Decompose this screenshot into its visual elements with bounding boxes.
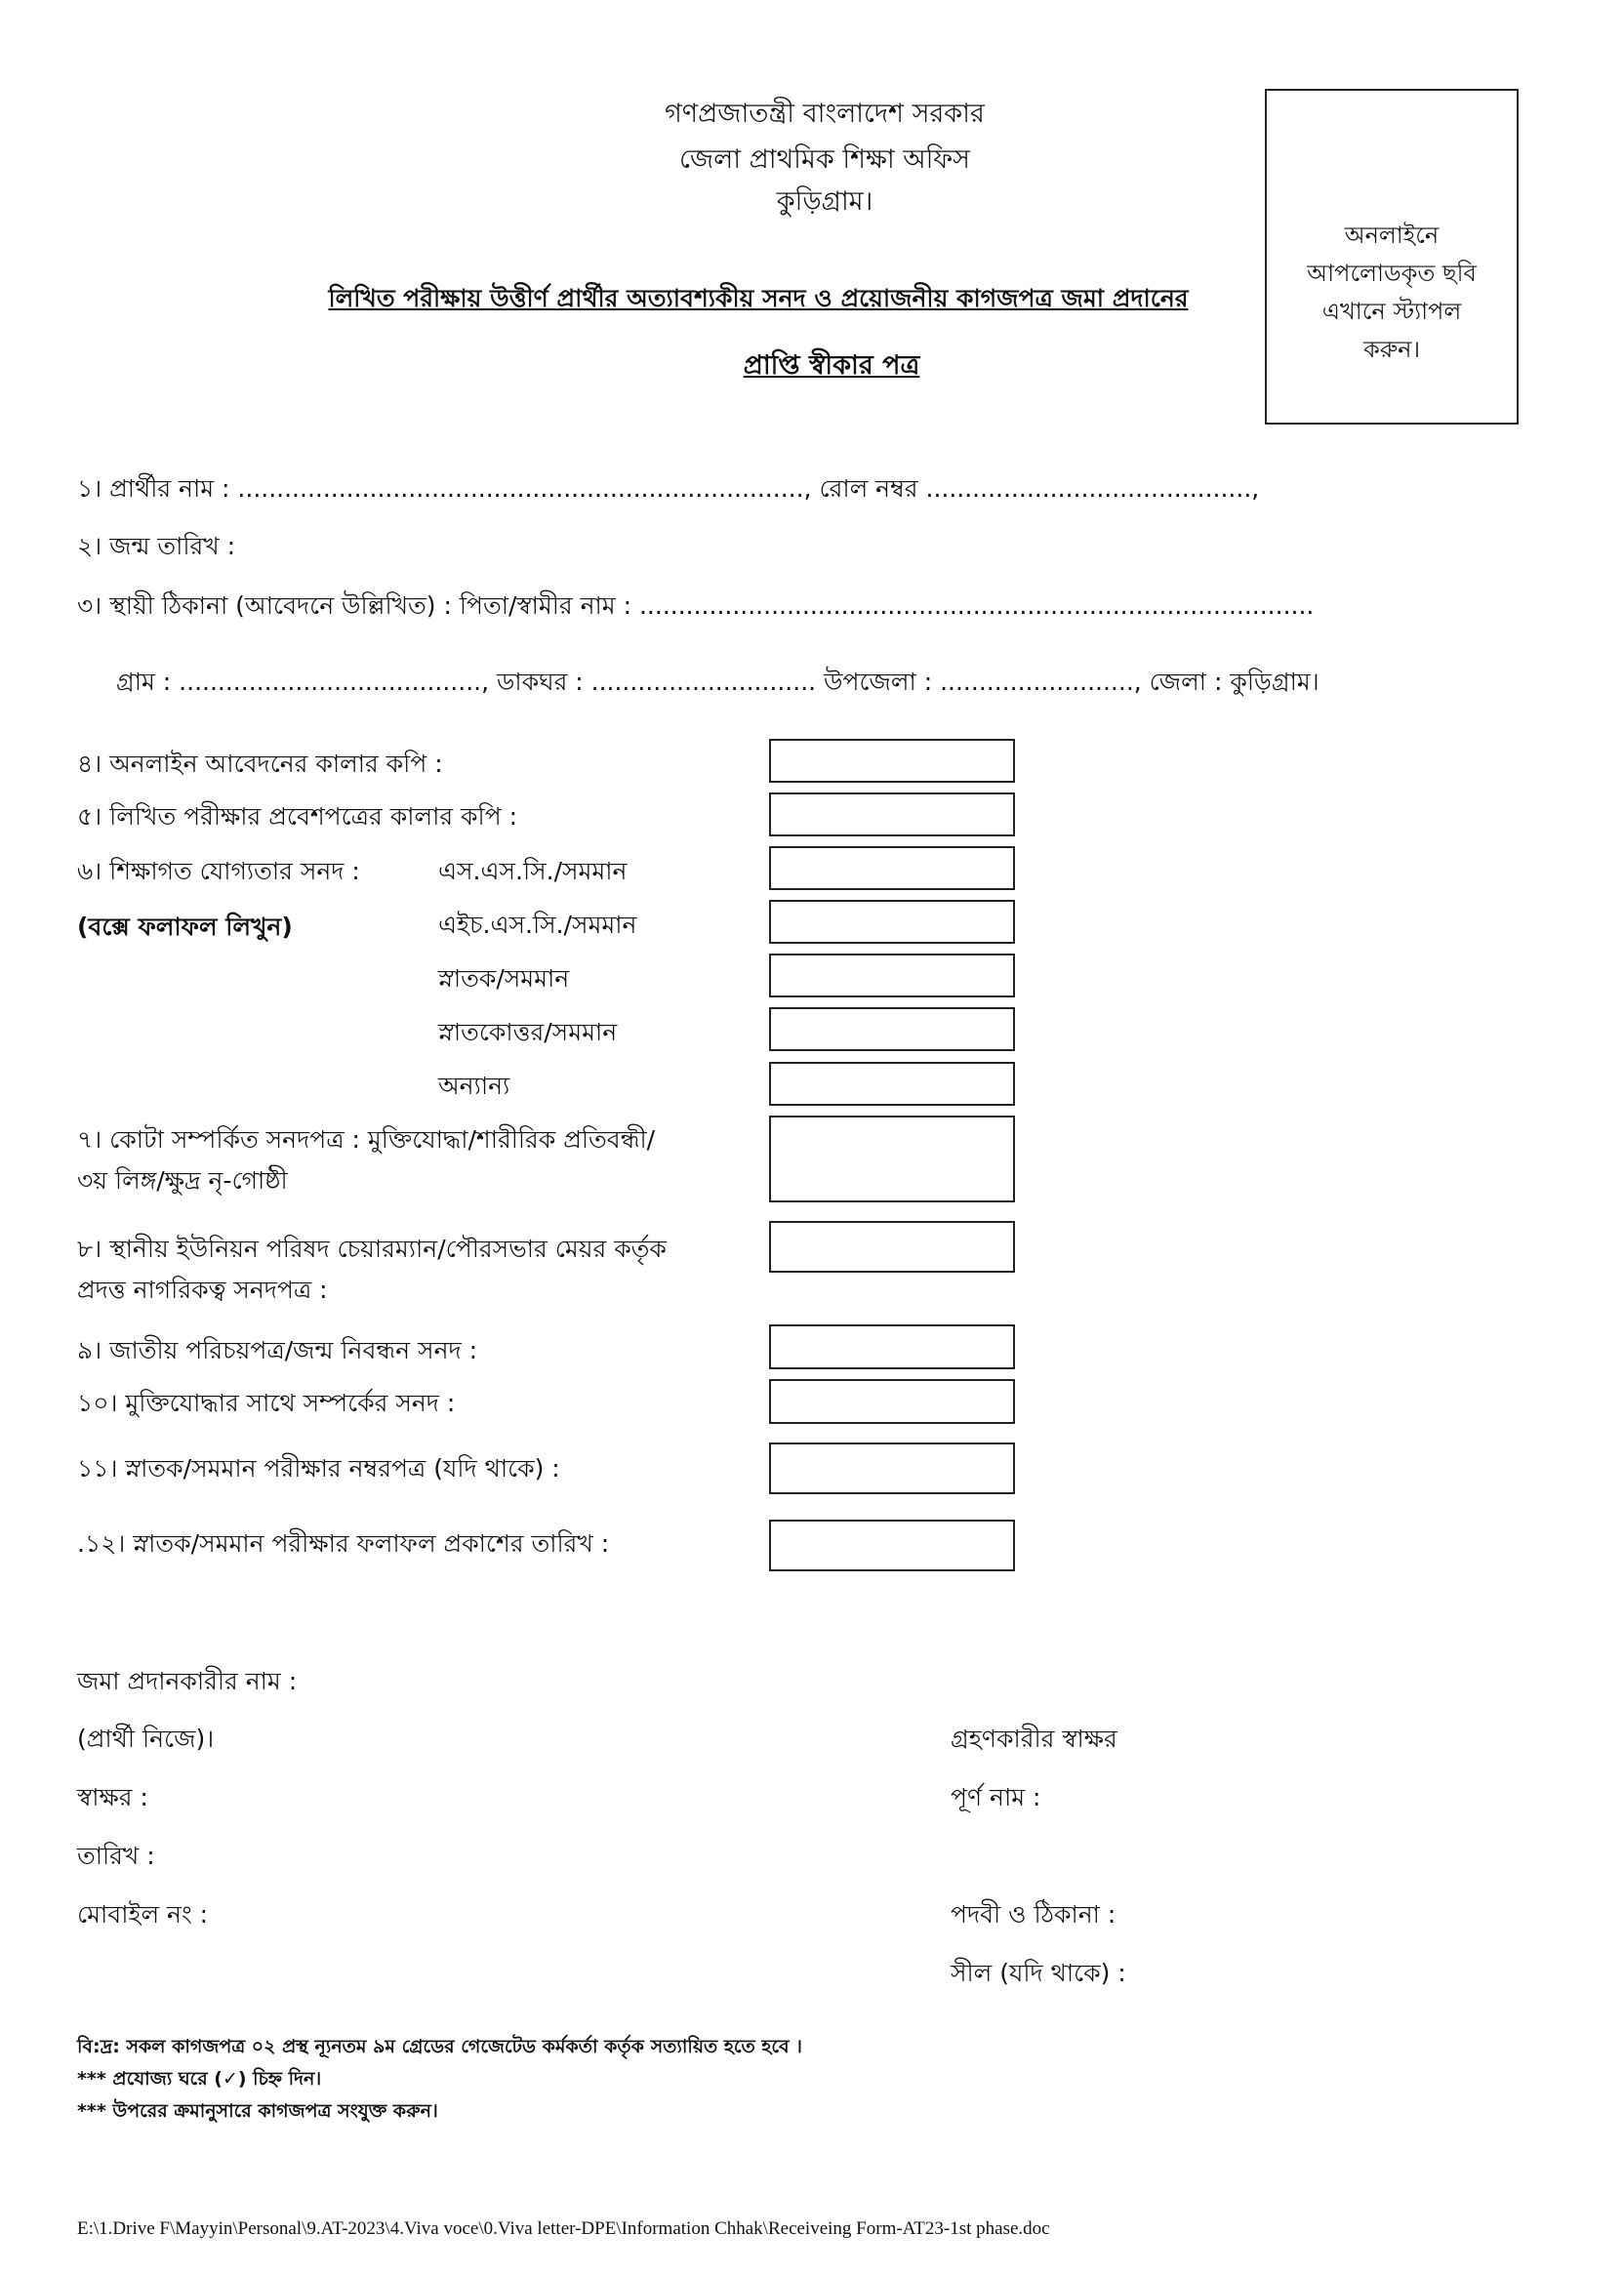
doc-nid-birth-certificate: ৯। জাতীয় পরিচয়পত্র/জন্ম নিবন্ধন সনদ :	[77, 1336, 477, 1364]
address-details-field[interactable]: গ্রাম : ......................................., ডাকঘর : ............................. উপজেলা : ........................., জেলা : কুড়িগ্রাম।	[116, 668, 1320, 696]
edu-graduation: স্নাতক/সমমান	[438, 964, 570, 993]
note-tick-mark: *** প্রযোজ্য ঘরে (✓) চিহ্ন দিন।	[77, 2068, 322, 2090]
permanent-address-field[interactable]: ৩। স্থায়ী ঠিকানা (আবেদনে উল্লিখিত) : পিতা/স্বামীর নাম : .......................................................................................	[77, 591, 1315, 620]
edu-hsc: এইচ.এস.সি./সমমান	[438, 911, 637, 939]
note-attestation: বি:দ্র: সকল কাগজপত্র ০২ প্রস্থ ন্যূনতম ৯ম গ্রেডের গেজেটেড কর্মকর্তা কর্তৃক সত্যায়িত হতে হবে ।	[77, 2036, 802, 2057]
receiver-full-name-label: পূর্ণ নাম :	[951, 1783, 1041, 1811]
checkbox-online-application[interactable]	[769, 739, 1015, 783]
edu-post-graduation: স্নাতকোত্তর/সমমান	[438, 1018, 618, 1046]
checkbox-nid-birth-certificate[interactable]	[769, 1324, 1015, 1369]
doc-online-application: ৪। অনলাইন আবেদনের কালার কপি :	[77, 750, 443, 778]
submitter-signature-label: স্বাক্ষর :	[77, 1783, 148, 1811]
doc-quota-certificate-line1: ৭। কোটা সম্পর্কিত সনদপত্র : মুক্তিযোদ্ধা/শারীরিক প্রতিবন্ধী/	[77, 1125, 656, 1154]
box-post-graduation-result[interactable]	[769, 1007, 1015, 1051]
checkbox-quota-certificate[interactable]	[769, 1116, 1015, 1202]
header-office: জেলা প্রাথমিক শিক্ষা অফিস	[679, 144, 970, 175]
checkbox-freedom-fighter-relation[interactable]	[769, 1379, 1015, 1424]
submitter-date-label: তারিখ :	[77, 1842, 155, 1870]
photo-box-text-2: আপলোডকৃত ছবি	[1307, 260, 1477, 287]
receiver-signature-label: গ্রহণকারীর স্বাক্ষর	[951, 1725, 1117, 1753]
receiver-designation-label: পদবী ও ঠিকানা :	[951, 1900, 1116, 1929]
checkbox-graduation-marksheet[interactable]	[769, 1442, 1015, 1494]
header-government: গণপ্রজাতন্ত্রী বাংলাদেশ সরকার	[665, 99, 985, 129]
header-district: কুড়িগ্রাম।	[776, 186, 873, 217]
box-graduation-result[interactable]	[769, 954, 1015, 997]
box-hsc-result[interactable]	[769, 900, 1015, 944]
birth-date-field[interactable]: ২। জন্ম তারিখ :	[77, 532, 236, 560]
edu-ssc: এস.এস.সি./সমমান	[438, 857, 628, 885]
submitter-mobile-label: মোবাইল নং :	[77, 1900, 209, 1929]
doc-graduation-marksheet: ১১। স্নাতক/সমমান পরীক্ষার নম্বরপত্র (যদি থাকে) :	[77, 1454, 560, 1483]
photo-box-text-1: অনলাইনে	[1344, 222, 1440, 249]
doc-result-publication-date: .১২। স্নাতক/সমমান পরীক্ষার ফলাফল প্রকাশের তারিখ :	[77, 1529, 610, 1558]
candidate-name-roll-field[interactable]: ১। প্রার্থীর নাম : ........................................................................., রোল নম্বর ..........................................,	[77, 474, 1260, 503]
form-subtitle: প্রাপ্তি স্বীকার পত্র	[743, 350, 920, 381]
checkbox-admit-card[interactable]	[769, 792, 1015, 836]
doc-quota-certificate-line2: ৩য় লিঙ্গ/ক্ষুদ্র নৃ-গোষ্ঠী	[77, 1166, 288, 1195]
submitter-name-label: জমা প্রদানকারীর নাম :	[77, 1667, 298, 1695]
note-attachment-order: *** উপরের ক্রমানুসারে কাগজপত্র সংযুক্ত করুন।	[77, 2100, 438, 2122]
doc-education-certificate: ৬। শিক্ষাগত যোগ্যতার সনদ :	[77, 857, 360, 885]
doc-freedom-fighter-relation: ১০। মুক্তিযোদ্ধার সাথে সম্পর্কের সনদ :	[77, 1389, 456, 1417]
receiver-seal-label: সীল (যদি থাকে) :	[951, 1959, 1126, 1987]
box-ssc-result[interactable]	[769, 846, 1015, 890]
doc-citizenship-certificate-line2: প্রদত্ত নাগরিকত্ব সনদপত্র :	[77, 1276, 328, 1304]
result-instruction: (বক্সে ফলাফল লিখুন)	[77, 913, 293, 941]
box-result-publication-date[interactable]	[769, 1520, 1015, 1571]
submitter-self-label: (প্রার্থী নিজে)।	[77, 1725, 215, 1753]
doc-admit-card: ৫। লিখিত পরীক্ষার প্রবেশপত্রের কালার কপি :	[77, 802, 518, 831]
photo-box-text-3: এখানে স্ট্যাপল	[1321, 298, 1462, 325]
form-title: লিখিত পরীক্ষায় উত্তীর্ণ প্রার্থীর অত্যাবশ্যকীয় সনদ ও প্রয়োজনীয় কাগজপত্র জমা প্রদানের	[328, 284, 1189, 312]
doc-citizenship-certificate-line1: ৮। স্থানীয় ইউনিয়ন পরিষদ চেয়ারম্যান/পৌরসভার মেয়র কর্তৃক	[77, 1235, 667, 1263]
checkbox-citizenship-certificate[interactable]	[769, 1221, 1015, 1273]
photo-staple-box	[1265, 89, 1519, 425]
photo-box-text-4: করুন।	[1362, 336, 1421, 363]
box-others-result[interactable]	[769, 1062, 1015, 1106]
edu-others: অন্যান্য	[438, 1072, 510, 1100]
footer-file-path: E:\1.Drive F\Mayyin\Personal\9.AT-2023\4.Viva voce\0.Viva letter-DPE\Information Chhak\Receiveing Form-AT23-1st phase.doc	[77, 2218, 1050, 2239]
